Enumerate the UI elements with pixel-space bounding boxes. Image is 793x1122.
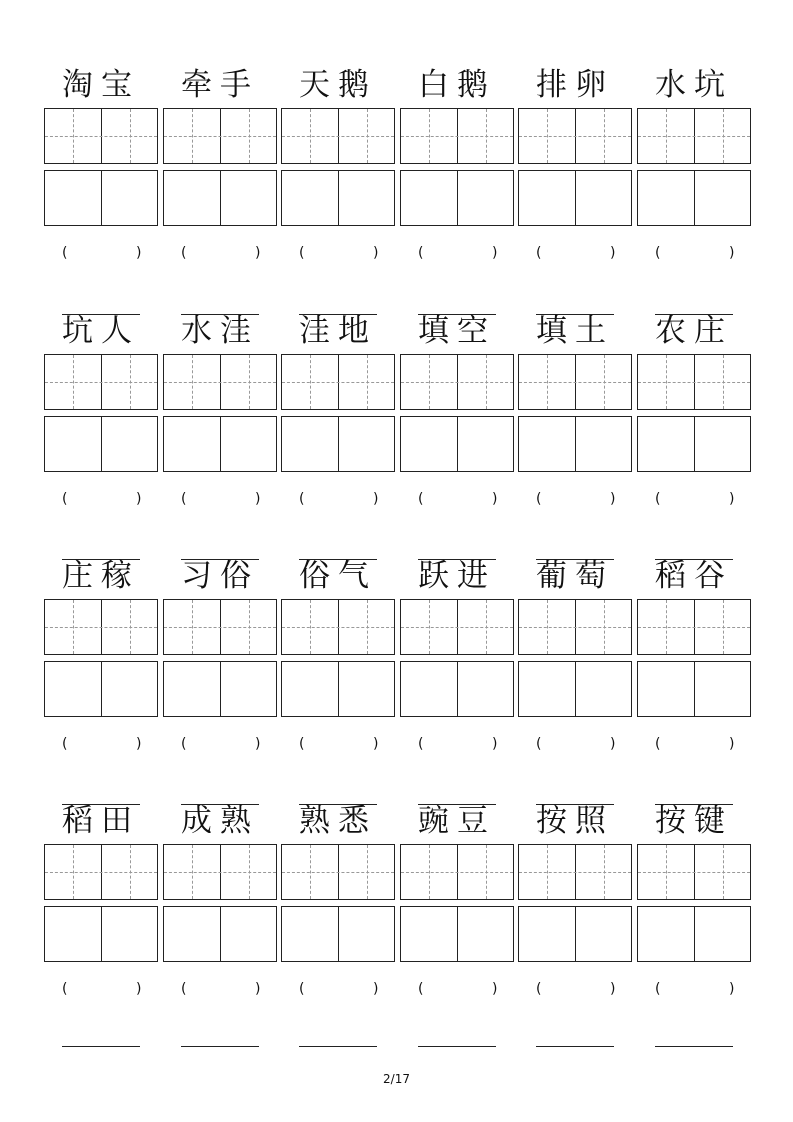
answer-line bbox=[299, 1046, 377, 1047]
practice-word: 填土 bbox=[536, 313, 614, 349]
close-paren: ) bbox=[136, 736, 142, 752]
writing-box[interactable] bbox=[44, 416, 158, 472]
practice-word: 天鹅 bbox=[299, 67, 377, 103]
close-paren: ) bbox=[729, 245, 735, 261]
final-answer-lines bbox=[0, 1046, 793, 1048]
practice-word: 按照 bbox=[536, 803, 614, 839]
tian-grid-box[interactable] bbox=[44, 108, 158, 164]
word-cell bbox=[163, 558, 281, 817]
tian-grid-box[interactable] bbox=[400, 108, 514, 164]
guide-line bbox=[638, 872, 750, 873]
practice-word: 水洼 bbox=[181, 313, 259, 349]
tian-grid-box[interactable] bbox=[518, 354, 632, 410]
guide-line bbox=[164, 872, 276, 873]
writing-box[interactable] bbox=[400, 661, 514, 717]
guide-line bbox=[45, 382, 157, 383]
word-cell bbox=[518, 67, 636, 326]
open-paren: ( bbox=[181, 491, 187, 507]
tian-grid-box[interactable] bbox=[637, 844, 751, 900]
answer-line bbox=[655, 1046, 733, 1047]
divider-line bbox=[101, 662, 102, 716]
guide-line bbox=[164, 136, 276, 137]
guide-line bbox=[519, 136, 631, 137]
tian-grid-box[interactable] bbox=[518, 844, 632, 900]
divider-line bbox=[575, 171, 576, 225]
word-cell bbox=[518, 803, 636, 1062]
divider-line bbox=[575, 662, 576, 716]
divider-line bbox=[575, 907, 576, 961]
practice-word: 坑人 bbox=[62, 313, 140, 349]
practice-word: 排卵 bbox=[536, 67, 614, 103]
practice-word: 水坑 bbox=[655, 67, 733, 103]
tian-grid-box[interactable] bbox=[518, 599, 632, 655]
practice-word: 稻谷 bbox=[655, 558, 733, 594]
word-cell bbox=[400, 313, 518, 572]
answer-line bbox=[62, 1046, 140, 1047]
word-cell bbox=[44, 67, 162, 326]
guide-line bbox=[45, 627, 157, 628]
close-paren: ) bbox=[255, 491, 261, 507]
divider-line bbox=[101, 907, 102, 961]
word-row bbox=[0, 67, 793, 326]
close-paren: ) bbox=[255, 981, 261, 997]
divider-line bbox=[694, 907, 695, 961]
guide-line bbox=[401, 136, 513, 137]
word-cell bbox=[281, 558, 399, 817]
practice-word: 跃进 bbox=[418, 558, 496, 594]
open-paren: ( bbox=[299, 245, 305, 261]
open-paren: ( bbox=[655, 491, 661, 507]
open-paren: ( bbox=[536, 245, 542, 261]
answer-line bbox=[181, 1046, 259, 1047]
open-paren: ( bbox=[418, 491, 424, 507]
tian-grid-box[interactable] bbox=[281, 108, 395, 164]
open-paren: ( bbox=[655, 981, 661, 997]
tian-grid-box[interactable] bbox=[281, 354, 395, 410]
practice-word: 洼地 bbox=[299, 313, 377, 349]
writing-box[interactable] bbox=[400, 416, 514, 472]
tian-grid-box[interactable] bbox=[163, 599, 277, 655]
open-paren: ( bbox=[536, 981, 542, 997]
close-paren: ) bbox=[373, 736, 379, 752]
word-row bbox=[0, 803, 793, 1062]
close-paren: ) bbox=[373, 981, 379, 997]
tian-grid-box[interactable] bbox=[637, 354, 751, 410]
close-paren: ) bbox=[492, 245, 498, 261]
open-paren: ( bbox=[299, 981, 305, 997]
practice-word: 成熟 bbox=[181, 803, 259, 839]
close-paren: ) bbox=[610, 736, 616, 752]
guide-line bbox=[519, 872, 631, 873]
close-paren: ) bbox=[255, 736, 261, 752]
open-paren: ( bbox=[655, 245, 661, 261]
guide-line bbox=[519, 382, 631, 383]
writing-box[interactable] bbox=[281, 416, 395, 472]
divider-line bbox=[101, 417, 102, 471]
divider-line bbox=[457, 171, 458, 225]
answer-line bbox=[536, 1046, 614, 1047]
word-cell bbox=[400, 558, 518, 817]
word-cell bbox=[44, 558, 162, 817]
close-paren: ) bbox=[255, 245, 261, 261]
tian-grid-box[interactable] bbox=[163, 108, 277, 164]
writing-box[interactable] bbox=[637, 906, 751, 962]
practice-word: 熟悉 bbox=[299, 803, 377, 839]
close-paren: ) bbox=[492, 981, 498, 997]
divider-line bbox=[694, 171, 695, 225]
close-paren: ) bbox=[373, 491, 379, 507]
divider-line bbox=[220, 417, 221, 471]
close-paren: ) bbox=[610, 981, 616, 997]
word-cell bbox=[163, 67, 281, 326]
writing-box[interactable] bbox=[281, 906, 395, 962]
word-cell bbox=[400, 803, 518, 1062]
writing-box[interactable] bbox=[637, 170, 751, 226]
writing-box[interactable] bbox=[400, 906, 514, 962]
close-paren: ) bbox=[729, 491, 735, 507]
writing-box[interactable] bbox=[281, 661, 395, 717]
word-row bbox=[0, 313, 793, 572]
word-cell bbox=[281, 313, 399, 572]
tian-grid-box[interactable] bbox=[400, 599, 514, 655]
word-cell bbox=[637, 67, 755, 326]
divider-line bbox=[457, 907, 458, 961]
divider-line bbox=[694, 662, 695, 716]
writing-box[interactable] bbox=[44, 170, 158, 226]
divider-line bbox=[694, 417, 695, 471]
open-paren: ( bbox=[418, 736, 424, 752]
tian-grid-box[interactable] bbox=[400, 354, 514, 410]
tian-grid-box[interactable] bbox=[163, 844, 277, 900]
word-cell bbox=[637, 558, 755, 817]
guide-line bbox=[282, 627, 394, 628]
open-paren: ( bbox=[62, 245, 68, 261]
practice-word: 俗气 bbox=[299, 558, 377, 594]
practice-word: 白鹅 bbox=[418, 67, 496, 103]
writing-box[interactable] bbox=[518, 906, 632, 962]
tian-grid-box[interactable] bbox=[163, 354, 277, 410]
open-paren: ( bbox=[418, 245, 424, 261]
close-paren: ) bbox=[136, 245, 142, 261]
practice-word: 庄稼 bbox=[62, 558, 140, 594]
divider-line bbox=[338, 907, 339, 961]
divider-line bbox=[575, 417, 576, 471]
word-cell bbox=[44, 313, 162, 572]
divider-line bbox=[338, 417, 339, 471]
practice-word: 农庄 bbox=[655, 313, 733, 349]
writing-box[interactable] bbox=[518, 416, 632, 472]
tian-grid-box[interactable] bbox=[400, 844, 514, 900]
guide-line bbox=[282, 136, 394, 137]
divider-line bbox=[220, 907, 221, 961]
close-paren: ) bbox=[729, 736, 735, 752]
open-paren: ( bbox=[536, 491, 542, 507]
open-paren: ( bbox=[536, 736, 542, 752]
writing-box[interactable] bbox=[44, 661, 158, 717]
word-cell bbox=[637, 803, 755, 1062]
close-paren: ) bbox=[136, 491, 142, 507]
practice-word: 牵手 bbox=[181, 67, 259, 103]
word-row bbox=[0, 558, 793, 817]
divider-line bbox=[338, 171, 339, 225]
close-paren: ) bbox=[492, 491, 498, 507]
writing-box[interactable] bbox=[163, 906, 277, 962]
divider-line bbox=[220, 171, 221, 225]
word-cell bbox=[163, 803, 281, 1062]
open-paren: ( bbox=[181, 736, 187, 752]
guide-line bbox=[282, 872, 394, 873]
divider-line bbox=[457, 662, 458, 716]
guide-line bbox=[519, 627, 631, 628]
close-paren: ) bbox=[610, 491, 616, 507]
practice-word: 豌豆 bbox=[418, 803, 496, 839]
open-paren: ( bbox=[418, 981, 424, 997]
writing-box[interactable] bbox=[637, 416, 751, 472]
practice-word: 填空 bbox=[418, 313, 496, 349]
divider-line bbox=[457, 417, 458, 471]
open-paren: ( bbox=[62, 491, 68, 507]
open-paren: ( bbox=[299, 736, 305, 752]
open-paren: ( bbox=[655, 736, 661, 752]
close-paren: ) bbox=[136, 981, 142, 997]
practice-word: 葡萄 bbox=[536, 558, 614, 594]
tian-grid-box[interactable] bbox=[281, 844, 395, 900]
writing-box[interactable] bbox=[400, 170, 514, 226]
page-number: 2/17 bbox=[383, 1072, 410, 1086]
word-cell bbox=[637, 313, 755, 572]
open-paren: ( bbox=[299, 491, 305, 507]
writing-box[interactable] bbox=[44, 906, 158, 962]
tian-grid-box[interactable] bbox=[637, 599, 751, 655]
writing-box[interactable] bbox=[163, 661, 277, 717]
guide-line bbox=[401, 627, 513, 628]
guide-line bbox=[164, 382, 276, 383]
tian-grid-box[interactable] bbox=[44, 354, 158, 410]
practice-word: 习俗 bbox=[181, 558, 259, 594]
guide-line bbox=[638, 627, 750, 628]
tian-grid-box[interactable] bbox=[44, 844, 158, 900]
guide-line bbox=[282, 382, 394, 383]
tian-grid-box[interactable] bbox=[637, 108, 751, 164]
tian-grid-box[interactable] bbox=[44, 599, 158, 655]
divider-line bbox=[338, 662, 339, 716]
word-cell bbox=[44, 803, 162, 1062]
open-paren: ( bbox=[181, 981, 187, 997]
word-cell bbox=[163, 313, 281, 572]
tian-grid-box[interactable] bbox=[281, 599, 395, 655]
word-cell bbox=[518, 558, 636, 817]
close-paren: ) bbox=[729, 981, 735, 997]
practice-word: 按键 bbox=[655, 803, 733, 839]
open-paren: ( bbox=[62, 981, 68, 997]
guide-line bbox=[638, 136, 750, 137]
word-cell bbox=[518, 313, 636, 572]
writing-box[interactable] bbox=[281, 170, 395, 226]
close-paren: ) bbox=[492, 736, 498, 752]
open-paren: ( bbox=[62, 736, 68, 752]
divider-line bbox=[220, 662, 221, 716]
writing-box[interactable] bbox=[518, 170, 632, 226]
word-cell bbox=[281, 803, 399, 1062]
writing-box[interactable] bbox=[518, 661, 632, 717]
guide-line bbox=[164, 627, 276, 628]
tian-grid-box[interactable] bbox=[518, 108, 632, 164]
guide-line bbox=[401, 872, 513, 873]
guide-line bbox=[45, 136, 157, 137]
divider-line bbox=[101, 171, 102, 225]
close-paren: ) bbox=[610, 245, 616, 261]
writing-box[interactable] bbox=[637, 661, 751, 717]
answer-line bbox=[418, 1046, 496, 1047]
word-cell bbox=[281, 67, 399, 326]
practice-word: 稻田 bbox=[62, 803, 140, 839]
guide-line bbox=[45, 872, 157, 873]
writing-box[interactable] bbox=[163, 416, 277, 472]
guide-line bbox=[638, 382, 750, 383]
word-cell bbox=[400, 67, 518, 326]
guide-line bbox=[401, 382, 513, 383]
open-paren: ( bbox=[181, 245, 187, 261]
close-paren: ) bbox=[373, 245, 379, 261]
practice-word: 淘宝 bbox=[62, 67, 140, 103]
writing-box[interactable] bbox=[163, 170, 277, 226]
